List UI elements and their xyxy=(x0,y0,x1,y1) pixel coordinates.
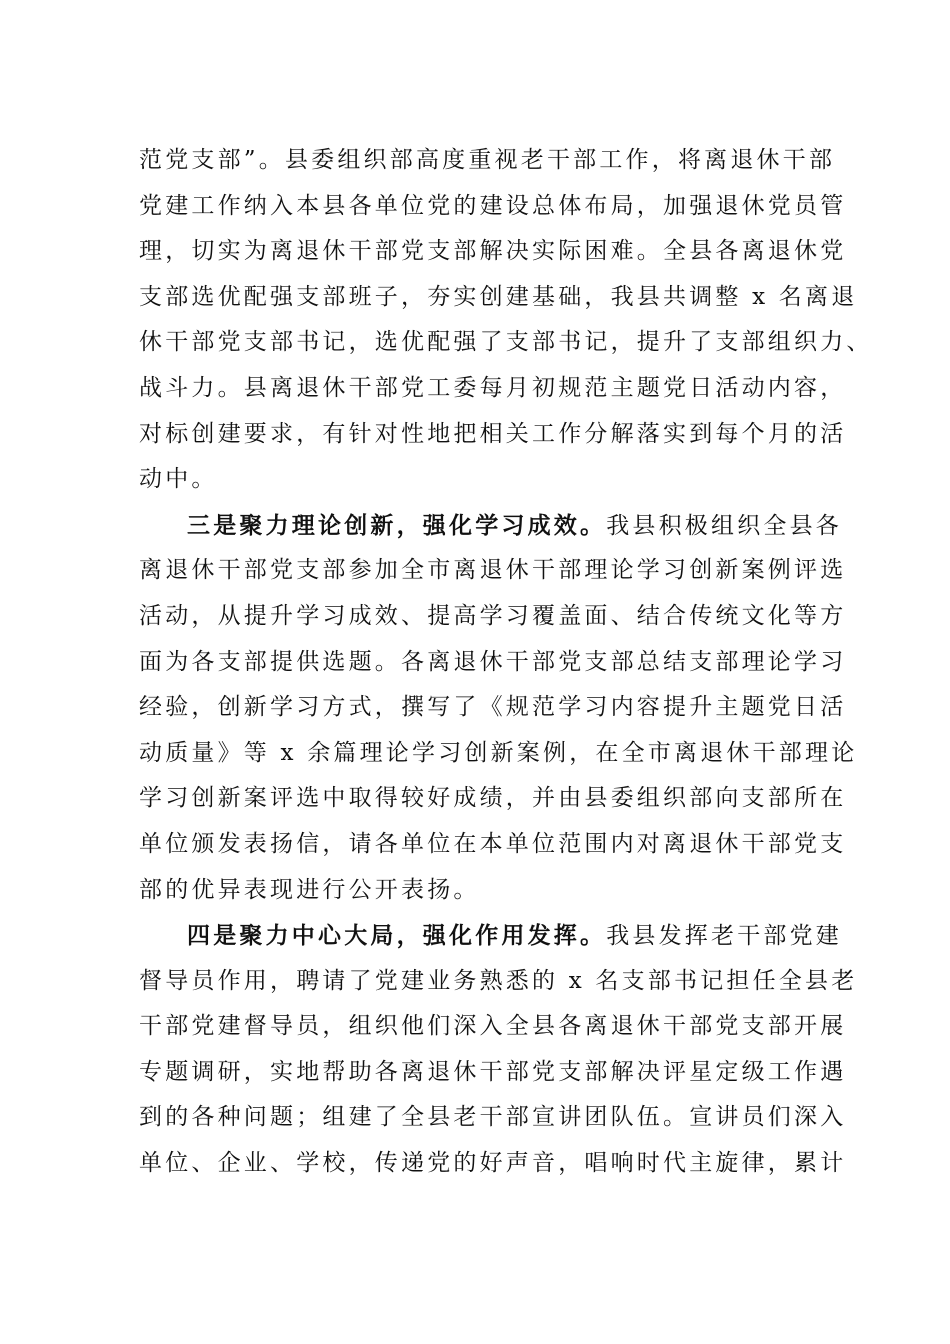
text-line: 干部党建督导员，组织他们深入全县各离退休干部党支部开展 xyxy=(139,1013,847,1040)
text-line: 学习创新案评选中取得较好成绩，并由县委组织部向支部所在 xyxy=(139,785,847,812)
text-line: 休干部党支部书记，选优配强了支部书记，提升了支部组织力、 xyxy=(139,329,873,356)
text-line: 理，切实为离退休干部党支部解决实际困难。全县各离退休党 xyxy=(139,238,847,265)
paragraph-4-heading: 四是聚力中心大局，强化作用发挥。 xyxy=(187,922,607,950)
text-line: 对标创建要求，有针对性地把相关工作分解落实到每个月的活 xyxy=(139,420,847,447)
text-line: 单位、企业、学校，传递党的好声音，唱响时代主旋律，累计 xyxy=(139,1150,847,1177)
paragraph-3-heading: 三是聚力理论创新，强化学习成效。 xyxy=(187,511,607,539)
text-line: 督导员作用，聘请了党建业务熟悉的 x 名支部书记担任全县老 xyxy=(139,967,858,994)
text-line: 经验，创新学习方式，撰写了《规范学习内容提升主题党日活 xyxy=(139,694,847,721)
text-line: 活动，从提升学习成效、提高学习覆盖面、结合传统文化等方 xyxy=(139,602,847,629)
paragraph-3-text: 我县积极组织全县各 xyxy=(606,512,843,539)
body-text xyxy=(139,138,873,1187)
text-line: 动质量》等 x 余篇理论学习创新案例，在全市离退休干部理论 xyxy=(139,739,858,766)
text-line: 离退休干部党支部参加全市离退休干部理论学习创新案例评选 xyxy=(139,557,847,584)
text-line: 面为各支部提供选题。各离退休干部党支部总结支部理论学习 xyxy=(139,648,847,675)
text-line: 动中。 xyxy=(139,466,218,493)
paragraph-3-first-line xyxy=(139,503,843,549)
paragraph-4-first-line xyxy=(139,913,843,959)
paragraph-4-text: 我县发挥老干部党建 xyxy=(606,923,843,950)
text-line: 单位颁发表扬信，请各单位在本单位范围内对离退休干部党支 xyxy=(139,830,847,857)
text-line: 党建工作纳入本县各单位党的建设总体布局，加强退休党员管 xyxy=(139,192,847,219)
text-line: 范党支部”。县委组织部高度重视老干部工作，将离退休干部 xyxy=(139,147,836,173)
text-line: 战斗力。县离退休干部党工委每月初规范主题党日活动内容， xyxy=(139,374,847,401)
text-line: 支部选优配强支部班子，夯实创建基础，我县共调整 x 名离退 xyxy=(139,283,858,310)
text-line: 部的优异表现进行公开表扬。 xyxy=(139,876,480,903)
text-line: 到的各种问题；组建了全县老干部宣讲团队伍。宣讲员们深入 xyxy=(139,1104,847,1131)
text-line: 专题调研，实地帮助各离退休干部党支部解决评星定级工作遇 xyxy=(139,1058,847,1085)
